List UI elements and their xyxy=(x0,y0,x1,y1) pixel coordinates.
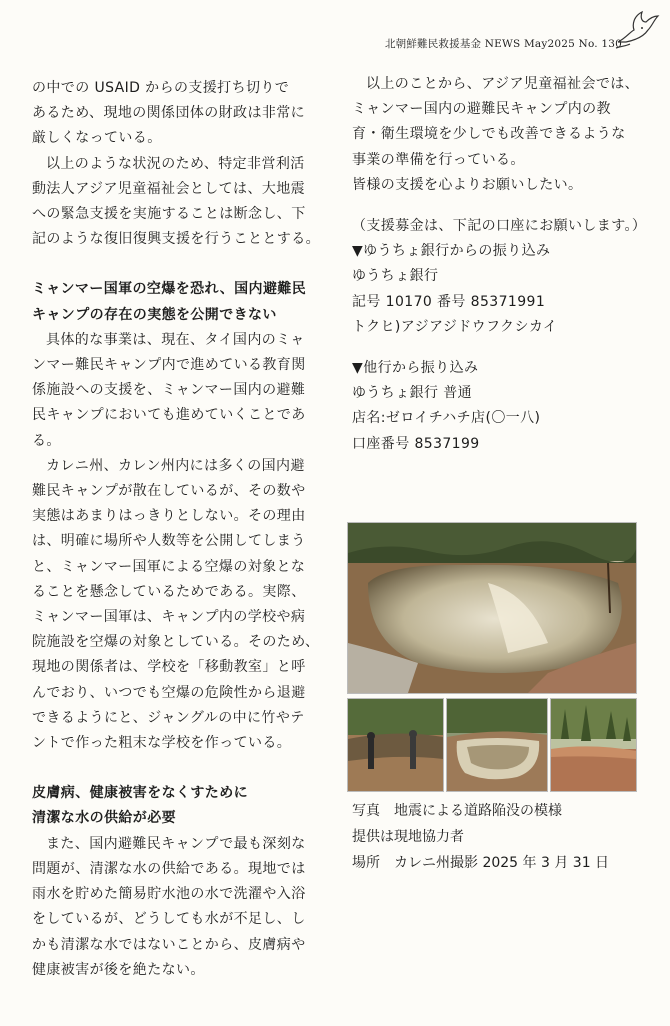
yucho-bank: ゆうちょ銀行 xyxy=(352,268,439,285)
paragraph-usaid: の中での USAID からの支援打ち切りで あるため、現地の関係団体の財政は非常に 厳しくなっている。 xyxy=(32,80,306,147)
caption-credit: 提供は現地協力者 xyxy=(352,829,464,845)
dove-icon xyxy=(612,8,660,54)
paragraph-water: また、国内避難民キャンプで最も深刻な 問題が、清潔な水の供給である。現地では 雨水を貯めた簡易貯水池の水で洗濯や入浴 をしているが、どうしても水が不足し、し かも清潔な水ではないことから、皮膚病や 健康被害が後を絶たない。 xyxy=(32,835,306,978)
account-name: トクヒ)アジアジドウフクシカイ xyxy=(352,318,558,335)
yucho-account-number: 記号 10170 番号 85371991 xyxy=(352,293,546,310)
paragraph-appeal: 以上のことから、アジア児童福祉会では、 ミャンマー国内の避難民キャンプ内の教 育・衛生環境を少しでも改善できるような 事業の準備を行っている。 皆様の支援を心よりお願いしたい。 xyxy=(352,76,640,193)
paragraph-project: 具体的な事業は、現在、タイ国内のミャ ンマー難民キャンプ内で進めている教育関 係施設への支援を、ミャンマー国内の避難 民キャンプにおいても進めていくことであ る。 xyxy=(32,331,306,449)
site-photo-people xyxy=(347,698,444,792)
donation-intro: （支援募金は、下記の口座にお願いします。） xyxy=(352,218,647,235)
site-photo-crater xyxy=(446,698,548,792)
section-heading-water: 皮膚病、健康被害をなくすために 清潔な水の供給が必要 xyxy=(32,785,248,827)
section-heading-airstrikes: ミャンマー国軍の空爆を恐れ、国内避難民 キャンプの存在の実態を公開できない xyxy=(32,281,307,323)
paragraph-camps: カレニ州、カレン州内には多くの国内避 難民キャンプが散在しているが、その数や 実態はあまりはっきりとしない。その理由 は、明確に場所や人数等を公開してしまう と、ミャンマー国軍による空爆の対象とな ることを懸念しているためである。実際、 ミャンマー国軍は、キャンプ内の学校や病 院施設を空爆の対象としている。そのため、 現地の関係者は、学校を「移動教室」と呼 んでおり、いつでも空爆の危険性から退避 できるようにと、ジャングルの中に竹やテ ントで作った粗末な学校を作っている。 xyxy=(32,457,320,752)
donation-info xyxy=(352,214,647,457)
other-bank-heading: ▼他行から振り込み xyxy=(352,360,479,377)
other-bank: ゆうちょ銀行 普通 xyxy=(352,385,473,402)
left-column xyxy=(32,76,332,983)
paragraph-decision: 以上のような状況のため、特定非営利活 動法人アジア児童福祉会としては、大地震 への緊急支援を実施することは断念し、下 記のような復旧復興支援を行うこととする。 xyxy=(32,155,320,248)
yucho-heading: ▼ゆうちょ銀行からの振り込み xyxy=(352,243,551,260)
right-column xyxy=(352,72,647,457)
caption-title: 写真 地震による道路陥没の模様 xyxy=(352,803,562,819)
sinkhole-photo xyxy=(347,522,637,694)
site-photo-forest xyxy=(550,698,637,792)
photo-caption xyxy=(352,798,652,876)
newsletter-masthead: 北朝鮮難民救援基金 NEWS May2025 No. 130 xyxy=(384,38,622,50)
caption-location: 場所 カレニ州撮影 2025 年 3 月 31 日 xyxy=(352,855,610,871)
account-number: 口座番号 8537199 xyxy=(352,435,480,452)
branch-name: 店名:ゼロイチハチ店(〇一八) xyxy=(352,410,541,427)
